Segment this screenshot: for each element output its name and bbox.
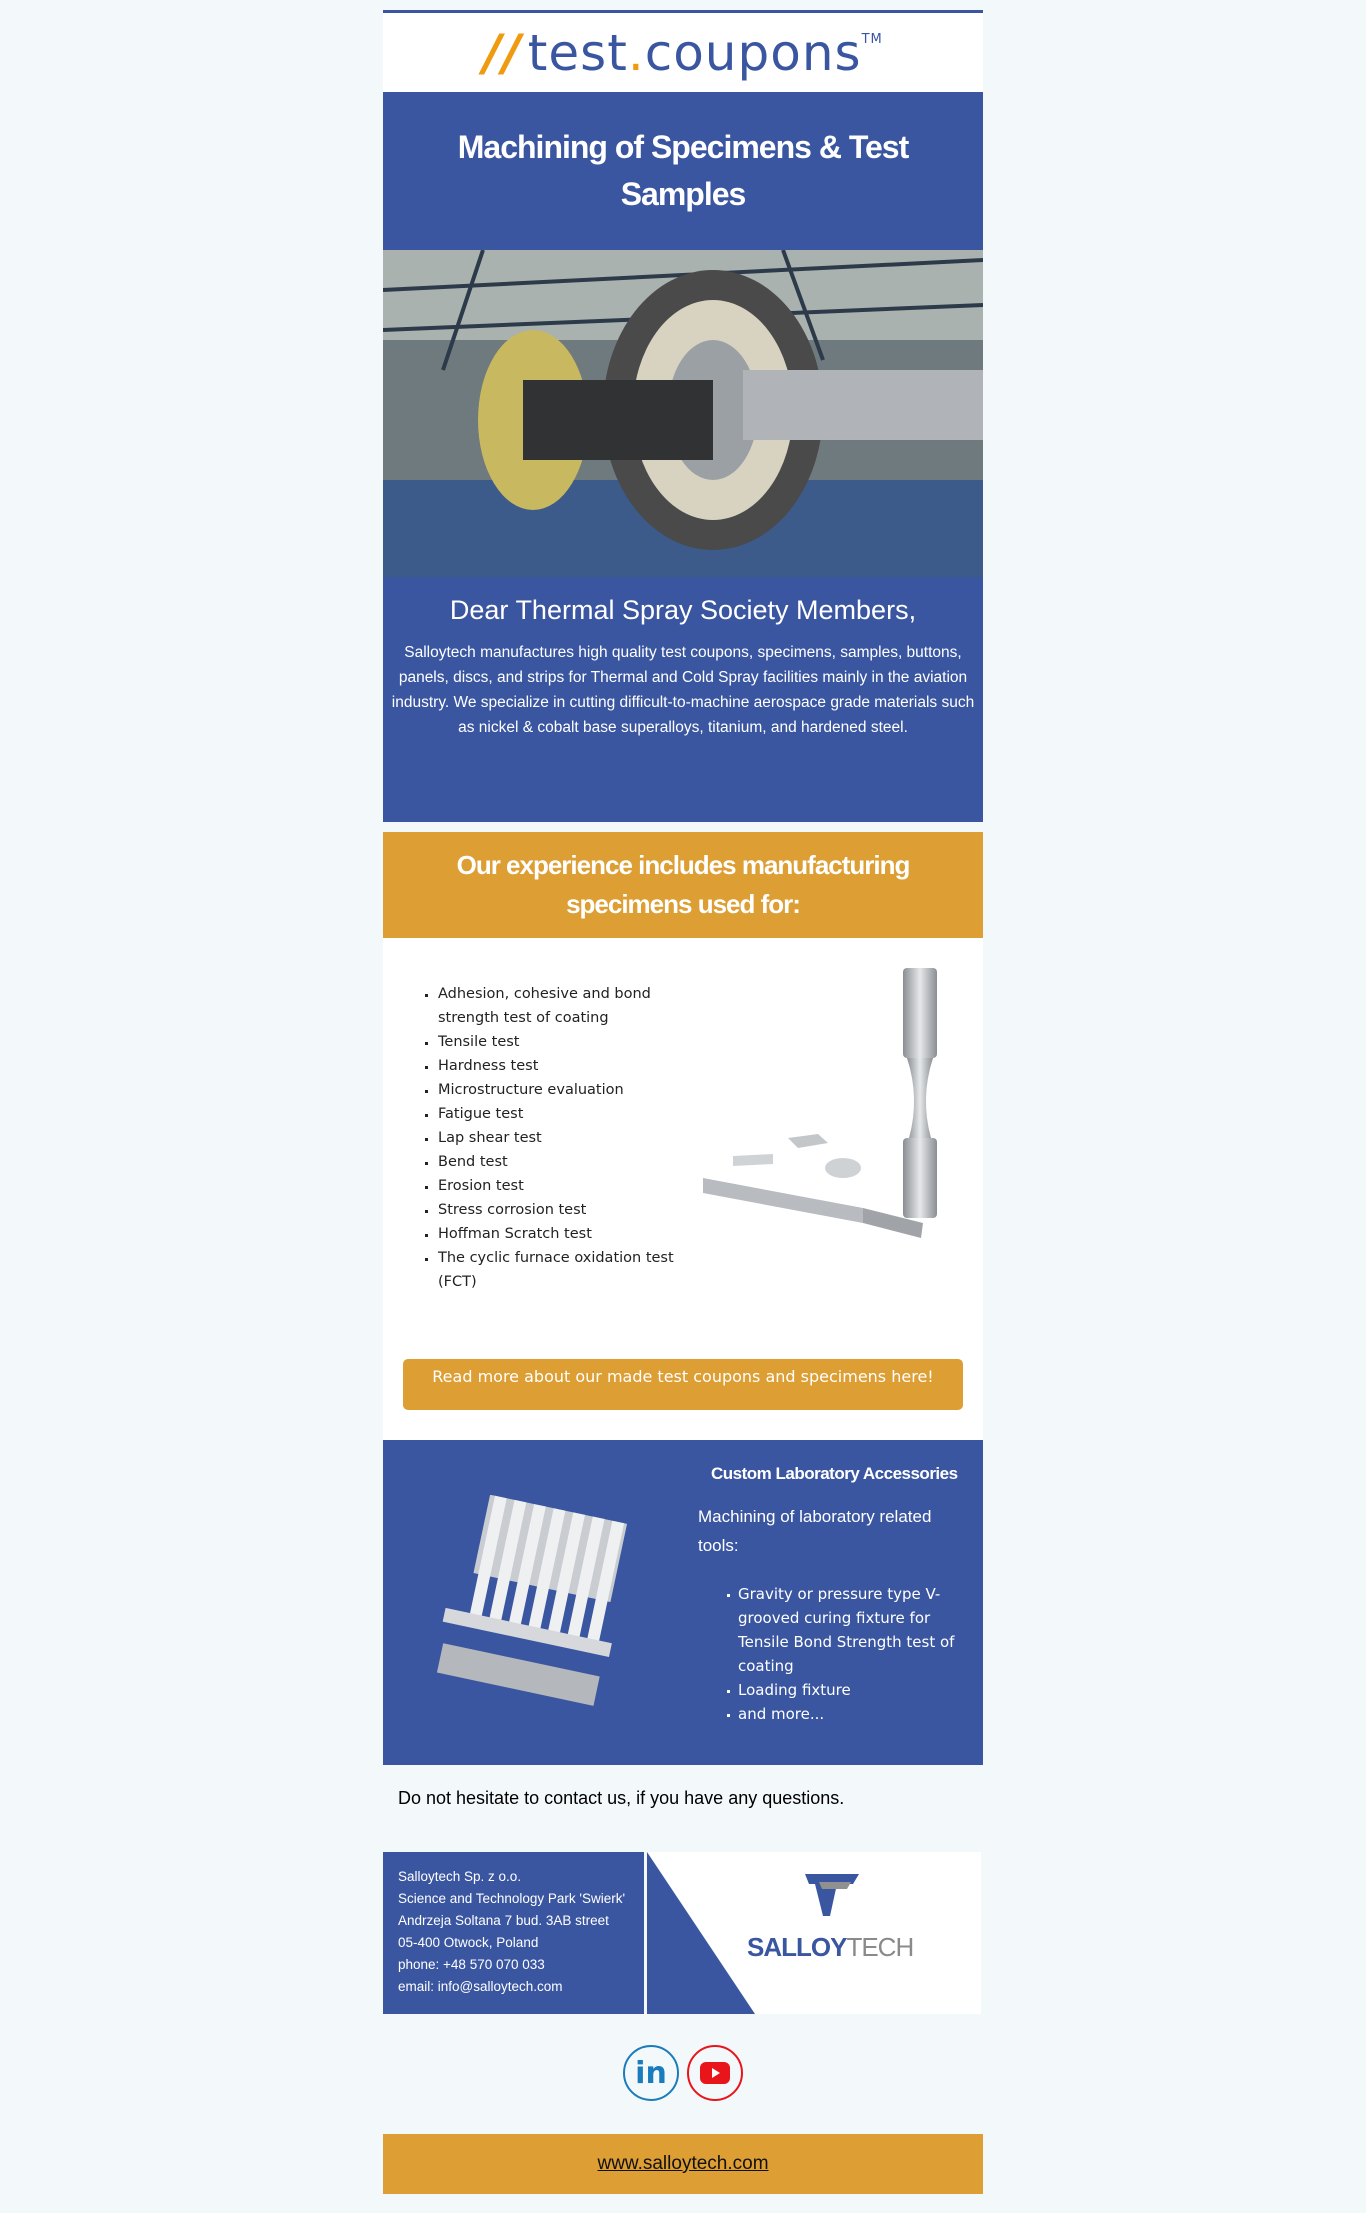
list-item: Stress corrosion test bbox=[438, 1198, 678, 1222]
address-line: 05-400 Otwock, Poland bbox=[398, 1935, 539, 1950]
lab-list bbox=[738, 1582, 978, 1726]
greeting-heading: Dear Thermal Spray Society Members, bbox=[449, 595, 917, 625]
list-item: Hardness test bbox=[438, 1054, 678, 1078]
experience-heading: Our experience includes manufacturing specimens used for: bbox=[383, 832, 983, 938]
list-item: Erosion test bbox=[438, 1174, 678, 1198]
list-item: Loading fixture bbox=[738, 1678, 978, 1702]
lab-heading: Custom Laboratory Accessories bbox=[711, 1464, 958, 1483]
experience-section bbox=[383, 938, 983, 1440]
lab-subheading: Machining of laboratory related tools: bbox=[698, 1507, 932, 1555]
address-line: Science and Technology Park 'Swierk' bbox=[398, 1891, 626, 1906]
company-address bbox=[383, 1852, 644, 2014]
list-item: Hoffman Scratch test bbox=[438, 1222, 678, 1246]
specimens-image bbox=[703, 968, 963, 1258]
page-title: Machining of Specimens & Test Samples bbox=[383, 92, 983, 250]
company-name: Salloytech Sp. z o.o. bbox=[398, 1869, 522, 1884]
read-more-button[interactable]: Read more about our made test coupons and specimens here! bbox=[403, 1359, 963, 1410]
logo-name: test bbox=[527, 23, 628, 82]
list-item: The cyclic furnace oxidation test (FCT) bbox=[438, 1246, 678, 1294]
contact-note: Do not hesitate to contact us, if you have any questions. bbox=[398, 1788, 845, 1808]
list-item: and more... bbox=[738, 1702, 978, 1726]
phone: phone: +48 570 070 033 bbox=[398, 1957, 545, 1972]
logo-tm: TM bbox=[861, 31, 883, 47]
social-links bbox=[383, 2045, 983, 2101]
intro-paragraph: Salloytech manufactures high quality test coupons, specimens, samples, buttons, panels, discs, and strips for Thermal and Cold Spray facilities mainly in the aviation industry. We specialize in cutting difficult-to-machine aerospace grade materials such as nickel & cobalt base superalloys, titanium, and hardened steel. bbox=[391, 644, 975, 736]
list-item: Lap shear test bbox=[438, 1126, 678, 1150]
test-list bbox=[438, 982, 678, 1294]
intro-section bbox=[383, 577, 983, 822]
logo-slash: // bbox=[483, 23, 522, 82]
list-item: Fatigue test bbox=[438, 1102, 678, 1126]
curing-fixture-image bbox=[428, 1495, 628, 1710]
website-footer bbox=[383, 2134, 983, 2194]
list-item: Adhesion, cohesive and bond strength test of coating bbox=[438, 982, 678, 1030]
address-line: Andrzeja Soltana 7 bud. 3AB street bbox=[398, 1913, 609, 1928]
lab-accessories-section bbox=[383, 1440, 983, 1765]
email[interactable]: email: info@salloytech.com bbox=[398, 1979, 563, 1994]
logo-suffix: coupons bbox=[644, 23, 862, 82]
logo-dot: . bbox=[627, 23, 645, 82]
turbine-hero-image bbox=[383, 250, 983, 577]
linkedin-icon[interactable] bbox=[623, 2045, 679, 2101]
list-item: Bend test bbox=[438, 1150, 678, 1174]
youtube-icon[interactable] bbox=[687, 2045, 743, 2101]
website-link[interactable]: www.salloytech.com bbox=[597, 2153, 769, 2174]
list-item: Microstructure evaluation bbox=[438, 1078, 678, 1102]
list-item: Gravity or pressure type V-grooved curing fixture for Tensile Bond Strength test of coating bbox=[738, 1582, 978, 1678]
salloytech-logo bbox=[647, 1852, 981, 2014]
linkedin-label: in bbox=[635, 2055, 667, 2091]
test-coupons-logo[interactable] bbox=[383, 13, 983, 92]
brand-part2: TECH bbox=[846, 1932, 914, 1962]
list-item: Tensile test bbox=[438, 1030, 678, 1054]
brand-part1: SALLOY bbox=[747, 1932, 847, 1962]
